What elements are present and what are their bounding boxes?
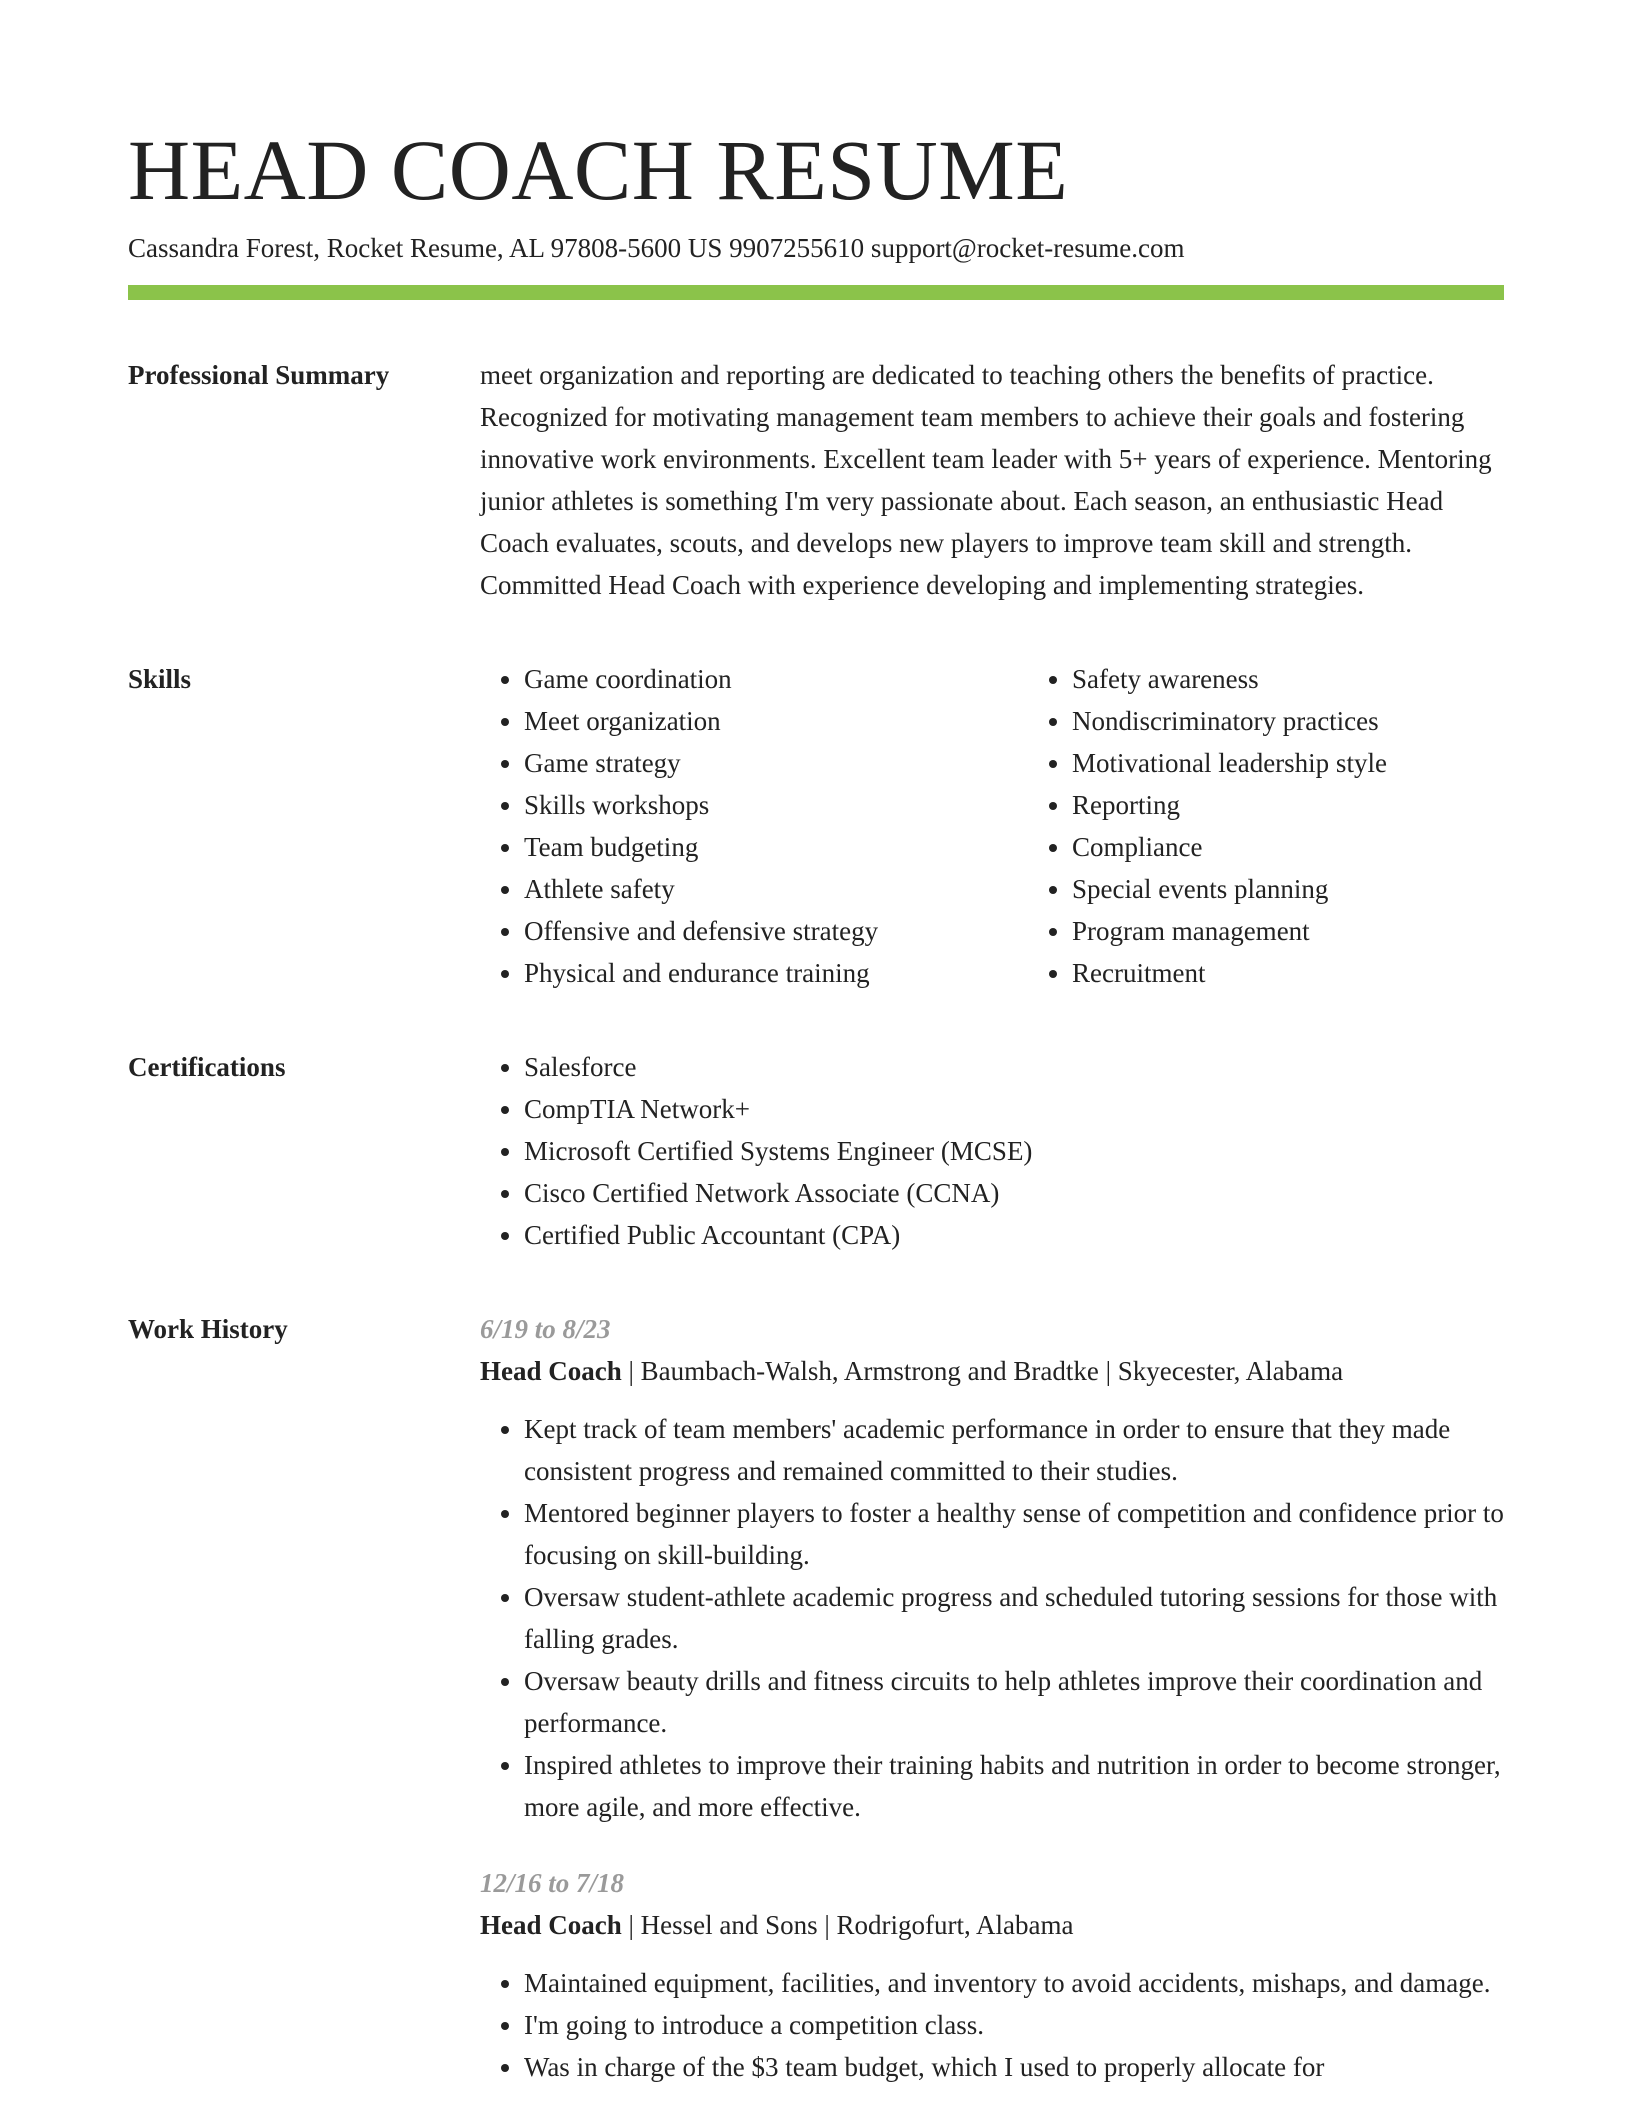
skill-item: • Special events planning bbox=[1072, 868, 1387, 910]
skills-body bbox=[480, 658, 1504, 994]
summary-section bbox=[128, 354, 1504, 606]
job-bullets bbox=[480, 1408, 1504, 1828]
skill-item: • Reporting bbox=[1072, 784, 1387, 826]
job-heading bbox=[480, 1350, 1504, 1392]
skills-list-left bbox=[480, 658, 1028, 994]
job-bullet: • I'm going to introduce a competition class. bbox=[524, 2004, 1504, 2046]
certification-item: • Cisco Certified Network Associate (CCNA) bbox=[524, 1172, 1504, 1214]
job-entry bbox=[480, 1308, 1504, 1828]
skill-item: • Athlete safety bbox=[524, 868, 1028, 910]
contact-line: Cassandra Forest, Rocket Resume, AL 97808-5600 US 9907255610 support@rocket-resume.com bbox=[128, 233, 1185, 263]
job-title: Head Coach bbox=[480, 1910, 622, 1940]
section-label-summary: Professional Summary bbox=[128, 360, 390, 390]
job-bullet: • Maintained equipment, facilities, and inventory to avoid accidents, mishaps, and damage. bbox=[524, 1962, 1504, 2004]
job-dates: 12/16 to 7/18 bbox=[480, 1868, 625, 1898]
skill-item: • Team budgeting bbox=[524, 826, 1028, 868]
work-history-body bbox=[480, 1308, 1504, 2122]
certifications-section bbox=[128, 1046, 1504, 1256]
skills-section bbox=[128, 658, 1504, 994]
skills-list-right bbox=[1028, 658, 1387, 994]
skill-item: • Game coordination bbox=[524, 658, 1028, 700]
certification-item: • Microsoft Certified Systems Engineer (MCSE) bbox=[524, 1130, 1504, 1172]
accent-rule bbox=[128, 285, 1504, 300]
resume-title: HEAD COACH RESUME bbox=[128, 122, 1069, 218]
work-history-section bbox=[128, 1308, 1504, 2122]
skill-item: • Nondiscriminatory practices bbox=[1072, 700, 1387, 742]
certification-item: • CompTIA Network+ bbox=[524, 1088, 1504, 1130]
skill-item: • Skills workshops bbox=[524, 784, 1028, 826]
section-label-skills: Skills bbox=[128, 664, 192, 694]
job-bullet: • Kept track of team members' academic performance in order to ensure that they made consistent progress and remained committed to their studies. bbox=[524, 1408, 1504, 1492]
job-title: Head Coach bbox=[480, 1356, 622, 1386]
job-entry bbox=[480, 1862, 1504, 2088]
job-dates: 6/19 to 8/23 bbox=[480, 1314, 611, 1344]
certification-item: • Certified Public Accountant (CPA) bbox=[524, 1214, 1504, 1256]
job-details: | Baumbach-Walsh, Armstrong and Bradtke | Skyecester, Alabama bbox=[621, 1356, 1344, 1386]
certifications-list bbox=[480, 1046, 1504, 1256]
job-bullet: • Oversaw student-athlete academic progress and scheduled tutoring sessions for those with falling grades. bbox=[524, 1576, 1504, 1660]
job-bullets bbox=[480, 1962, 1504, 2088]
job-bullet: • Mentored beginner players to foster a healthy sense of competition and confidence prior to focusing on skill-building. bbox=[524, 1492, 1504, 1576]
section-label-work-history: Work History bbox=[128, 1314, 288, 1344]
summary-body bbox=[480, 354, 1504, 606]
job-bullet: • Inspired athletes to improve their training habits and nutrition in order to become stronger, more agile, and more effective. bbox=[524, 1744, 1504, 1828]
job-bullet: • Was in charge of the $3 team budget, which I used to properly allocate for bbox=[524, 2046, 1504, 2088]
job-heading bbox=[480, 1904, 1504, 1946]
certifications-body bbox=[480, 1046, 1504, 1256]
skill-item: • Program management bbox=[1072, 910, 1387, 952]
job-details: | Hessel and Sons | Rodrigofurt, Alabama bbox=[621, 1910, 1074, 1940]
job-bullet: • Oversaw beauty drills and fitness circuits to help athletes improve their coordination and performance. bbox=[524, 1660, 1504, 1744]
skill-item: • Offensive and defensive strategy bbox=[524, 910, 1028, 952]
skill-item: • Meet organization bbox=[524, 700, 1028, 742]
resume-page bbox=[128, 118, 1504, 2122]
skill-item: • Game strategy bbox=[524, 742, 1028, 784]
skill-item: • Physical and endurance training bbox=[524, 952, 1028, 994]
skill-item: • Compliance bbox=[1072, 826, 1387, 868]
summary-text: meet organization and reporting are dedicated to teaching others the benefits of practice. Recognized for motivating management team members to achieve their goals and fostering innovative work environments. Excellent team leader with 5+ years of experience. Mentoring junior athletes is something I'm very passionate about. Each season, an enthusiastic Head Coach evaluates, scouts, and develops new players to improve team skill and strength. Committed Head Coach with experience developing and implementing strategies. bbox=[480, 360, 1492, 600]
certification-item: • Salesforce bbox=[524, 1046, 1504, 1088]
section-label-certifications: Certifications bbox=[128, 1052, 286, 1082]
skill-item: • Recruitment bbox=[1072, 952, 1387, 994]
skill-item: • Motivational leadership style bbox=[1072, 742, 1387, 784]
skill-item: • Safety awareness bbox=[1072, 658, 1387, 700]
